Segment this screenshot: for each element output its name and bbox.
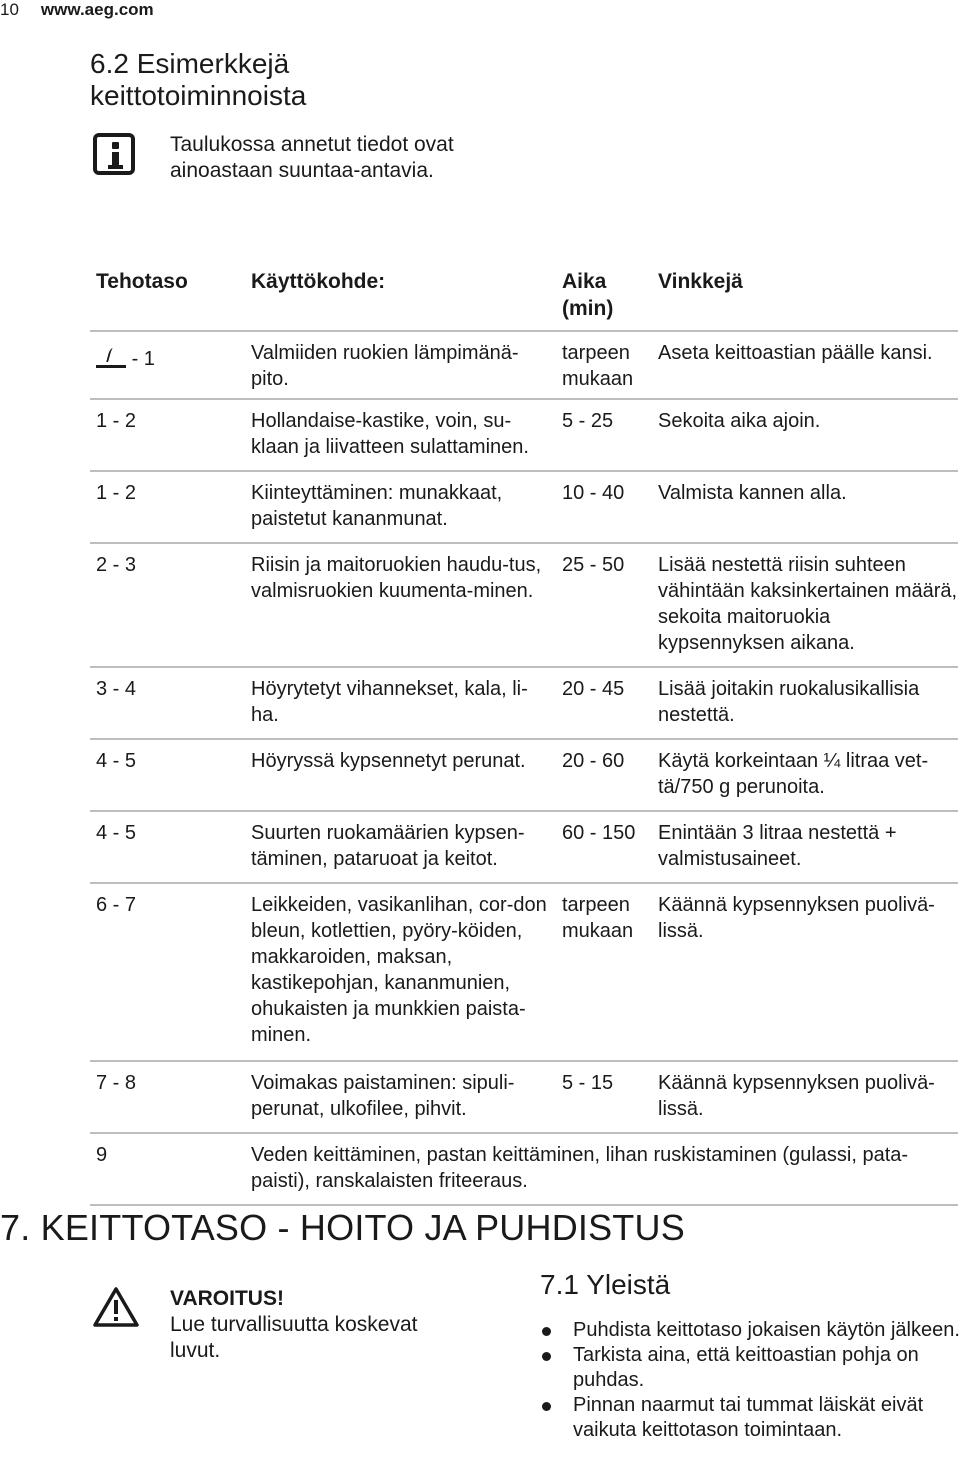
- table-row: [90, 1062, 958, 1134]
- row-level: 1 - 2: [96, 410, 137, 432]
- row-time: 10 - 40: [562, 482, 625, 504]
- row-use: Riisin ja maitoruokien haudu-tus, valmisruokien kuumenta-minen.: [251, 554, 542, 602]
- row-use: Leikkeiden, vasikanlihan, cor-don bleun, kotlettien, pyöry-köiden, makkaroiden, maksan, kastikepohjan, kananmunien, ohukaisten ja munkkien paista-minen.: [251, 894, 547, 1046]
- table-row: [90, 472, 958, 544]
- table-row: [90, 1134, 958, 1206]
- row-time: 20 - 60: [562, 750, 625, 772]
- row-use: Voimakas paistaminen: sipuli-perunat, ulkofilee, pihvit.: [251, 1072, 515, 1120]
- row-use: Veden keittäminen, pastan keittäminen, lihan ruskistaminen (gulassi, pata-paisti), ranskalaisten friteeraus.: [251, 1144, 909, 1192]
- header-time: Aika (min): [562, 270, 614, 320]
- row-time: 25 - 50: [562, 554, 625, 576]
- table-row: [90, 332, 958, 400]
- row-time: 60 - 150: [562, 822, 636, 844]
- header-level: Tehotaso: [96, 270, 188, 293]
- row-tips: Käännä kypsennyksen puolivä-lissä.: [658, 894, 935, 942]
- chapter-title: 7. KEITTOTASO - HOITO JA PUHDISTUS: [0, 1207, 685, 1248]
- header-tips: Vinkkejä: [658, 270, 743, 293]
- list-item: Puhdista keittotaso jokaisen käytön jälkeen.: [540, 1318, 960, 1343]
- row-level: 4 - 5: [96, 750, 137, 772]
- row-level: 7 - 8: [96, 1072, 137, 1094]
- subsection-title: 7.1 Yleistä: [540, 1269, 671, 1300]
- row-tips: Aseta keittoastian päälle kansi.: [658, 342, 933, 364]
- info-text: Taulukossa annetut tiedot ovat ainoastaan suuntaa-antavia.: [170, 133, 454, 182]
- row-time: tarpeen mukaan: [562, 894, 634, 942]
- page-header: [0, 0, 154, 20]
- row-tips: Valmista kannen alla.: [658, 482, 847, 504]
- row-use: Höyryssä kypsennetyt perunat.: [251, 750, 526, 772]
- row-level: - 1: [96, 346, 246, 372]
- row-level: 1 - 2: [96, 482, 137, 504]
- row-use: Höyrytetyt vihannekset, kala, li-ha.: [251, 678, 528, 726]
- table-header: [90, 258, 958, 332]
- row-level: 3 - 4: [96, 678, 137, 700]
- row-tips: Käännä kypsennyksen puolivä-lissä.: [658, 1072, 935, 1120]
- row-level: 4 - 5: [96, 822, 137, 844]
- row-tips: Lisää joitakin ruokalusikallisia nestettä.: [658, 678, 920, 726]
- site-url[interactable]: www.aeg.com: [40, 0, 154, 19]
- row-tips: Käytä korkeintaan ¼ litraa vet-tä/750 g perunoita.: [658, 750, 929, 798]
- row-use: Hollandaise-kastike, voin, su-klaan ja liivatteen sulattaminen.: [251, 410, 529, 458]
- warning-icon: [93, 1286, 139, 1328]
- row-level: 9: [96, 1144, 108, 1166]
- cooking-table: [90, 258, 958, 1206]
- row-use: Valmiiden ruokien lämpimänä-pito.: [251, 342, 519, 390]
- section-title: 6.2 Esimerkkejä keittotoiminnoista: [90, 48, 307, 111]
- info-icon: [93, 133, 135, 175]
- row-level: 6 - 7: [96, 894, 137, 916]
- list-item: Pinnan naarmut tai tummat läiskät eivät vaikuta keittotason toimintaan.: [540, 1393, 960, 1443]
- cleaning-list: [540, 1318, 960, 1443]
- row-tips: Enintään 3 litraa nestettä + valmistusaineet.: [658, 822, 897, 870]
- table-row: [90, 400, 958, 472]
- row-tips: Lisää nestettä riisin suhteen vähintään kaksinkertainen määrä, sekoita maitoruokia kypsennyksen aikana.: [658, 554, 958, 654]
- warning-title: VAROITUS!: [170, 1287, 284, 1310]
- warning-text: Lue turvallisuutta koskevat luvut.: [170, 1313, 418, 1362]
- page-number: 10: [0, 0, 19, 19]
- table-row: [90, 884, 958, 1062]
- row-time: 5 - 25: [562, 410, 614, 432]
- keep-warm-icon: [96, 348, 126, 368]
- row-time: 5 - 15: [562, 1072, 614, 1094]
- table-row: [90, 544, 958, 668]
- table-row: [90, 812, 958, 884]
- list-item: Tarkista aina, että keittoastian pohja on puhdas.: [540, 1343, 960, 1393]
- row-use: Suurten ruokamäärien kypsen-täminen, pataruoat ja keitot.: [251, 822, 525, 870]
- table-row: [90, 740, 958, 812]
- row-time: 20 - 45: [562, 678, 625, 700]
- row-use: Kiinteyttäminen: munakkaat, paistetut kananmunat.: [251, 482, 503, 530]
- row-tips: Sekoita aika ajoin.: [658, 410, 821, 432]
- header-use: Käyttökohde:: [251, 270, 386, 293]
- row-time: tarpeen mukaan: [562, 342, 634, 390]
- row-level: 2 - 3: [96, 554, 137, 576]
- table-row: [90, 668, 958, 740]
